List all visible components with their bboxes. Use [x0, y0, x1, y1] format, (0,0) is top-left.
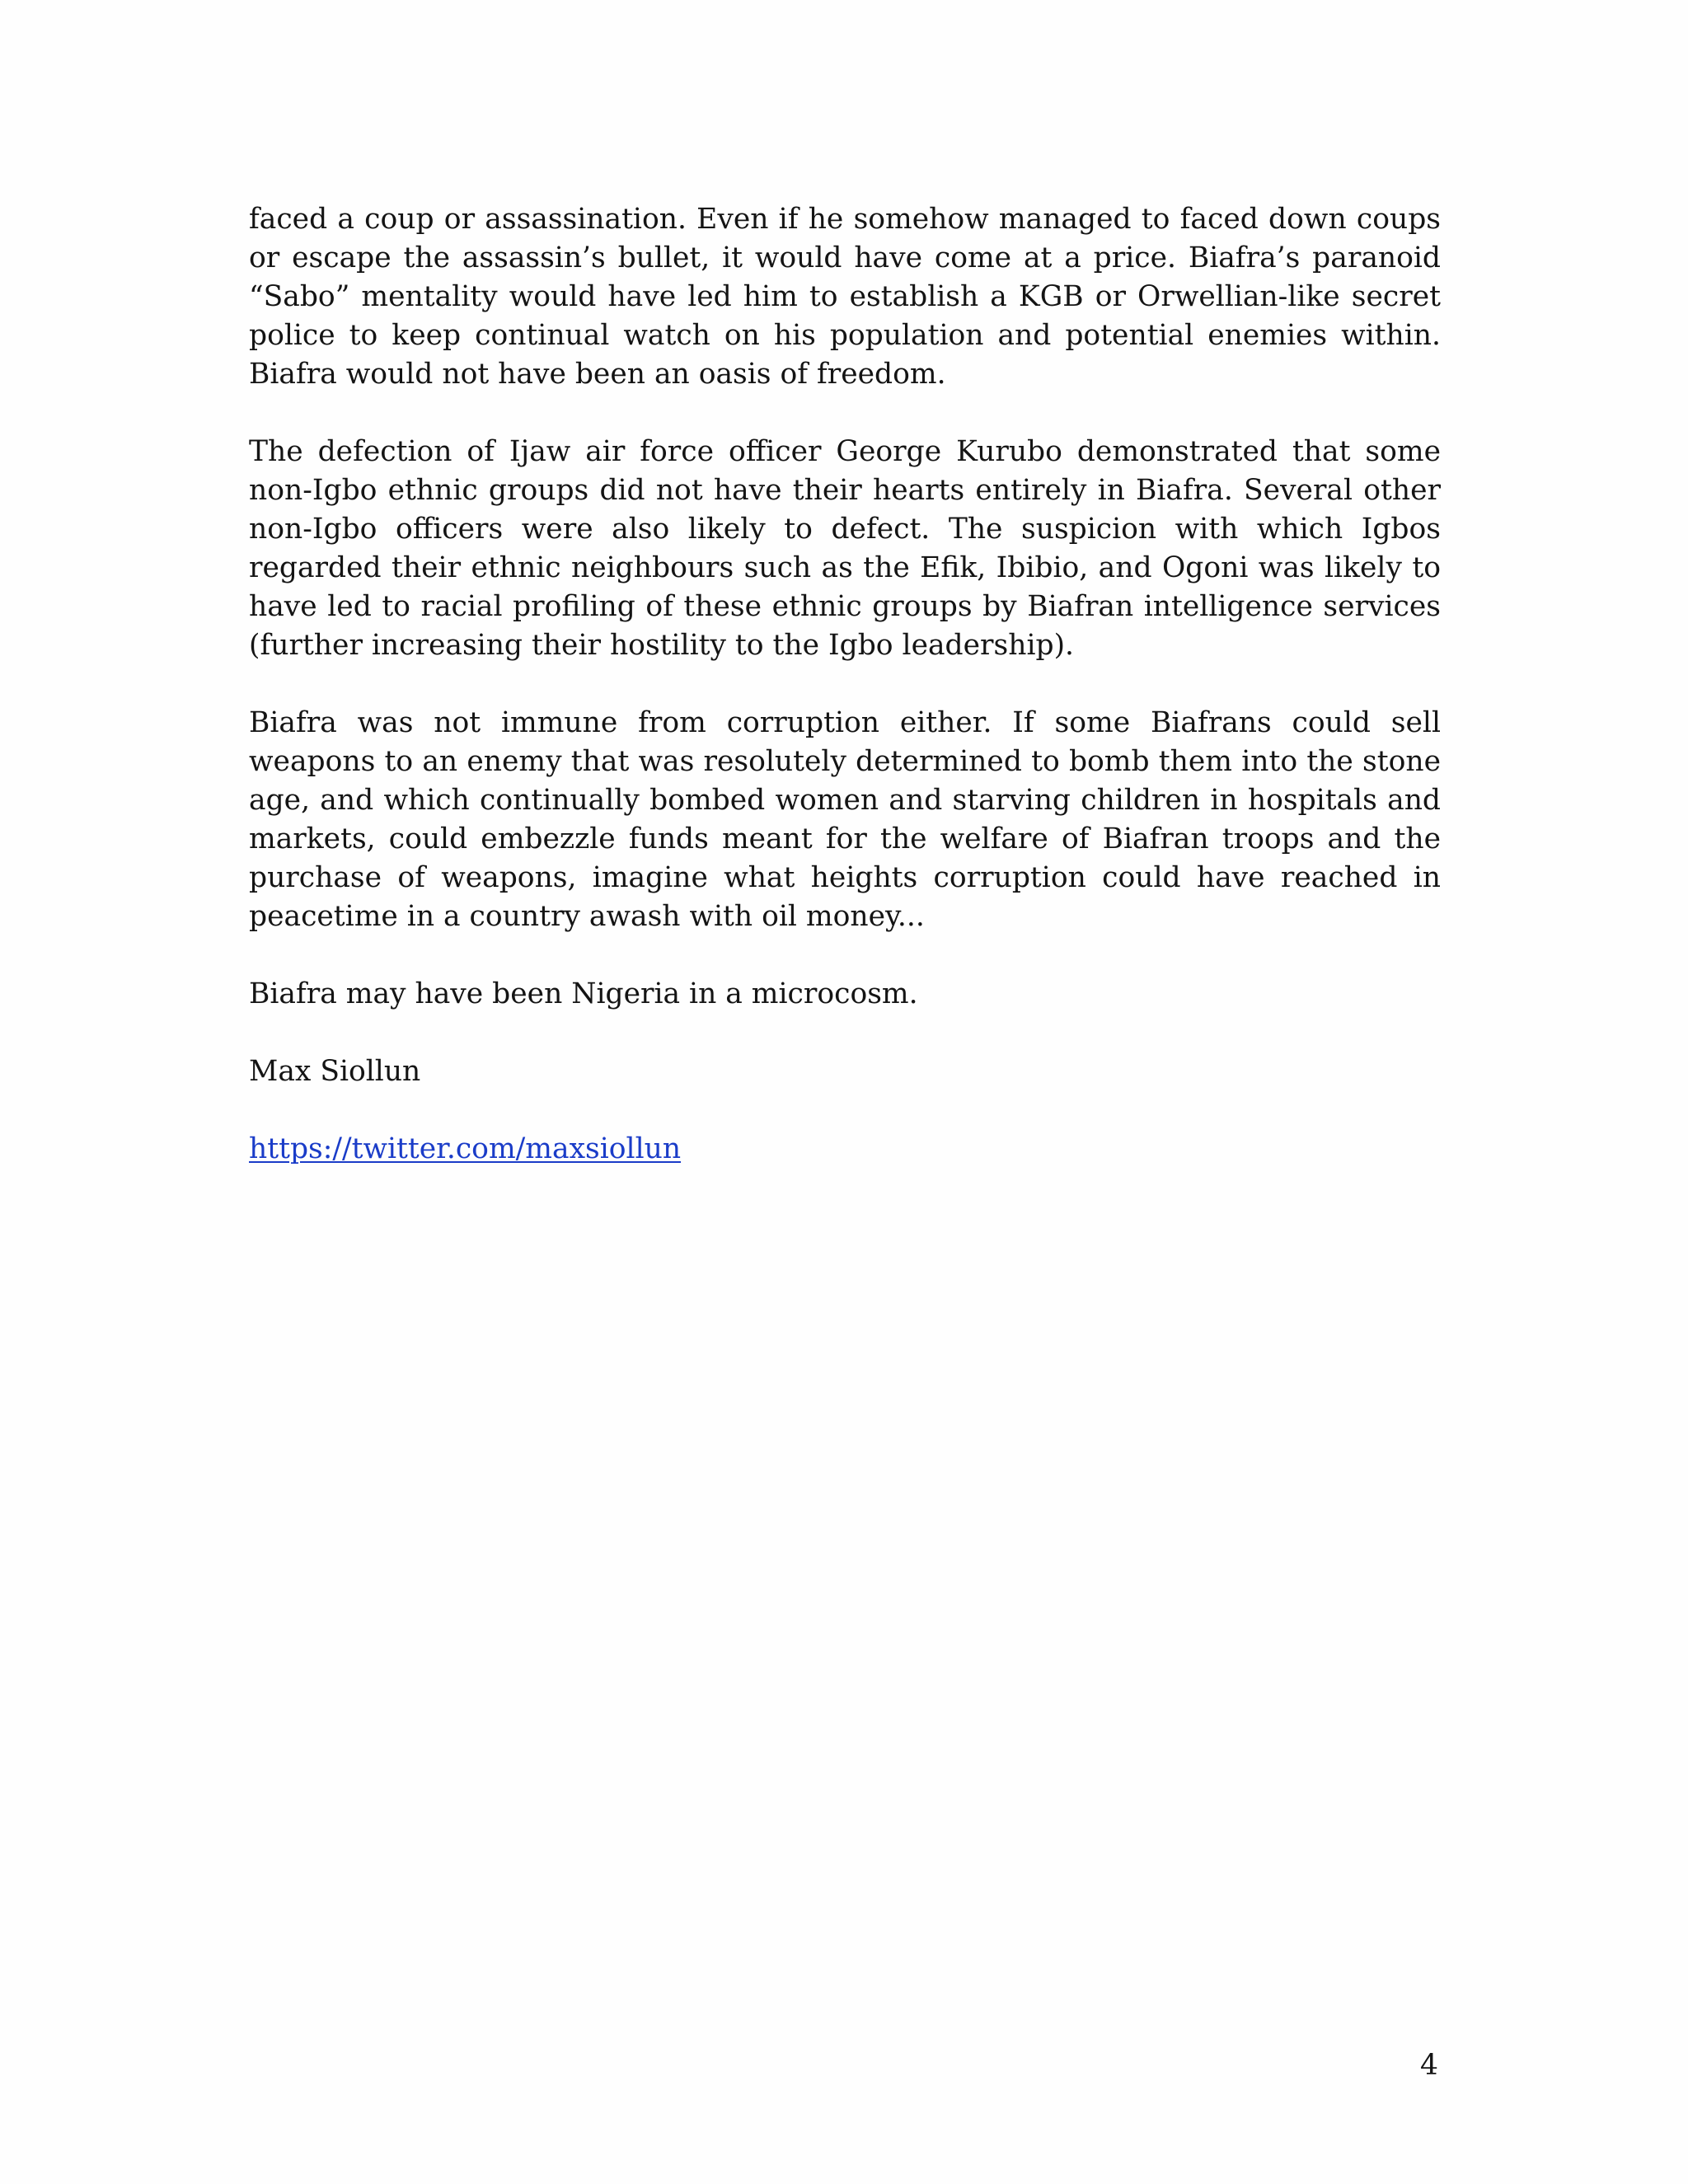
paragraph-1: faced a coup or assassination. Even if he somehow managed to faced down coups or escape the assassin’s bullet, it would have come at a price. Biafra’s paranoid “Sabo” mentality would have led him to establish a KGB or Orwellian-like secret police to keep continual watch on his population and potential enemies within. Biafra would not have been an oasis of freedom.	[249, 203, 1441, 391]
document-body	[249, 200, 1441, 1207]
author-name: Max Siollun	[249, 1055, 421, 1088]
paragraph-3: Biafra was not immune from corruption either. If some Biafrans could sell weapons to an enemy that was resolutely determined to bomb them into the stone age, and which continually bombed women and starving children in hospitals and markets, could embezzle funds meant for the welfare of Biafran troops and the purchase of weapons, imagine what heights corruption could have reached in peacetime in a country awash with oil money...	[249, 706, 1441, 933]
paragraph-2: The defection of Ijaw air force officer George Kurubo demonstrated that some non-Igbo ethnic groups did not have their hearts entirely in Biafra. Several other non-Igbo officers were also likely to defect. The suspicion with which Igbos regarded their ethnic neighbours such as the Efik, Ibibio, and Ogoni was likely to have led to racial profiling of these ethnic groups by Biafran intelligence services (further increasing their hostility to the Igbo leadership).	[249, 435, 1441, 662]
page-number: 4	[1420, 2049, 1438, 2082]
twitter-link[interactable]: https://twitter.com/maxsiollun	[249, 1132, 682, 1165]
paragraph-4: Biafra may have been Nigeria in a microcosm.	[249, 977, 918, 1010]
link-line	[249, 1130, 1441, 1169]
